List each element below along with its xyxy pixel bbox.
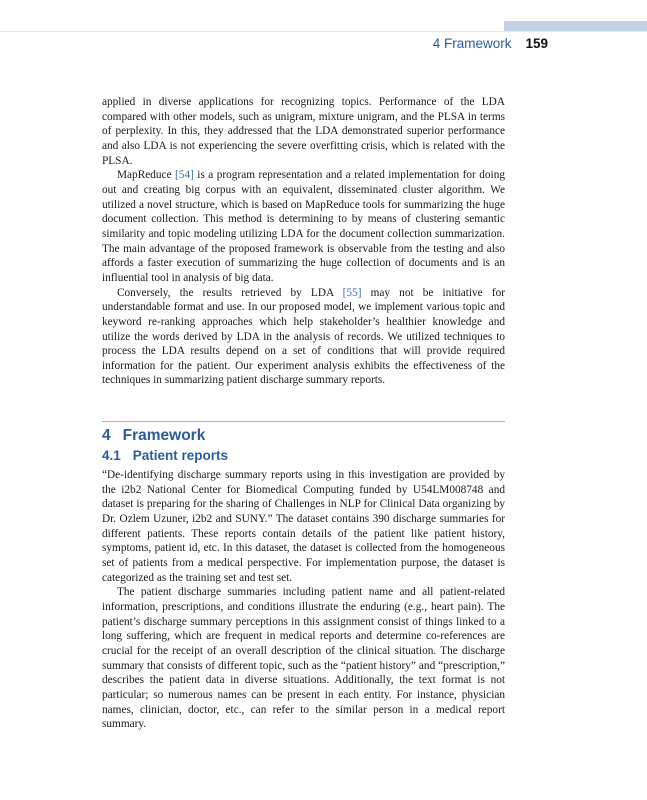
paragraph-text: The patient discharge summaries including patient name and all patient-related information, prescriptions, and conditions illustrate the enduring (e.g., heart pain). The patient’s discharge summary perceptions in this assignment consist of things linked to a long suffering, which are frequent in medical reports and determine co-references are crucial for the receipt of an overall description of the clinical situation. The discharge summary that consists of different topic, such as the “patient history” and “prescription,” describes the patient data in diverse situations. Additionally, the text format is not particular; so numerous names can be present in each entity. For instance, physician names, clinician, doctor, etc., can refer to the similar person in a medical report summary. xyxy=(102,586,505,731)
paragraph-text: applied in diverse applications for recognizing topics. Performance of the LDA compared with other models, such as unigram, mixture unigram, and the PLSA in terms of perplexity. In this, they addressed that the LDA demonstrated superior performance and also LDA is not experiencing the severe overfitting crisis, which is related with the PLSA. xyxy=(102,96,505,167)
body-text-bottom xyxy=(102,468,505,732)
section-title: Framework xyxy=(122,427,206,444)
citation-link[interactable]: [54] xyxy=(175,169,194,182)
paragraph xyxy=(102,585,505,732)
subsection-number: 4.1 xyxy=(102,448,121,463)
paragraph xyxy=(102,468,505,585)
citation-link[interactable]: [55] xyxy=(342,286,362,299)
section-divider xyxy=(102,421,505,422)
page-number: 159 xyxy=(525,36,548,51)
paragraph-text: Conversely, the results retrieved by LDA xyxy=(117,286,343,299)
paragraph xyxy=(102,286,505,389)
body-text-top xyxy=(102,95,505,388)
paragraph-text: MapReduce xyxy=(117,169,176,182)
paragraph-text: may not be initiative for understandable format and use. In our proposed model, we implement various topic and keyword re-ranking approaches which help stakeholder’s healthier knowledge and utilize the words derived by LDA in the analysis of records. We utilized techniques to process the LDA results depend on a set of conditions that will provide required information for the patient. Our experiment analysis exhibits the effectiveness of the techniques in summarizing patient discharge summary reports. xyxy=(102,286,505,387)
section-heading xyxy=(102,426,205,446)
paragraph-text: is a program representation and a related implementation for doing out and creating big corpus with an equivalent, disseminated cluster algorithm. We utilized a novel structure, which is based on MapReduce tools for summarizing the huge document collection. This method is determining to by means of clustering semantic similarity and topic modeling utilizing LDA for the document collection summarization. The main advantage of the proposed framework is observable from the testing and also affords a faster execution of summarizing the huge collection of documents and is an influential tool in analysis of big data. xyxy=(102,169,505,284)
paragraph xyxy=(102,95,505,168)
header-accent-bar xyxy=(504,21,647,31)
section-number: 4 xyxy=(102,427,111,444)
running-header xyxy=(300,35,548,53)
running-title: 4 Framework xyxy=(432,36,512,51)
subsection-heading xyxy=(102,447,228,465)
paragraph-text: “De-identifying discharge summary reports using in this investigation are provided by the i2b2 National Center for Biomedical Computing funded by U54LM008748 and dataset is preparing for the sharing of Challenges in NLP for Clinical Data organizing by Dr. Ozlem Uzuner, i2b2 and SUNY.” The dataset contains 390 discharge summaries for different patients. These reports contain details of the patient like patient history, symptoms, patient id, etc. In this dataset, the dataset is collected from the homogeneous set of patients from a medical perspective. For implementation purpose, the dataset is categorized as the training set and test set. xyxy=(102,469,505,584)
subsection-title: Patient reports xyxy=(132,448,229,463)
header-rule xyxy=(0,31,647,32)
paragraph xyxy=(102,168,505,285)
